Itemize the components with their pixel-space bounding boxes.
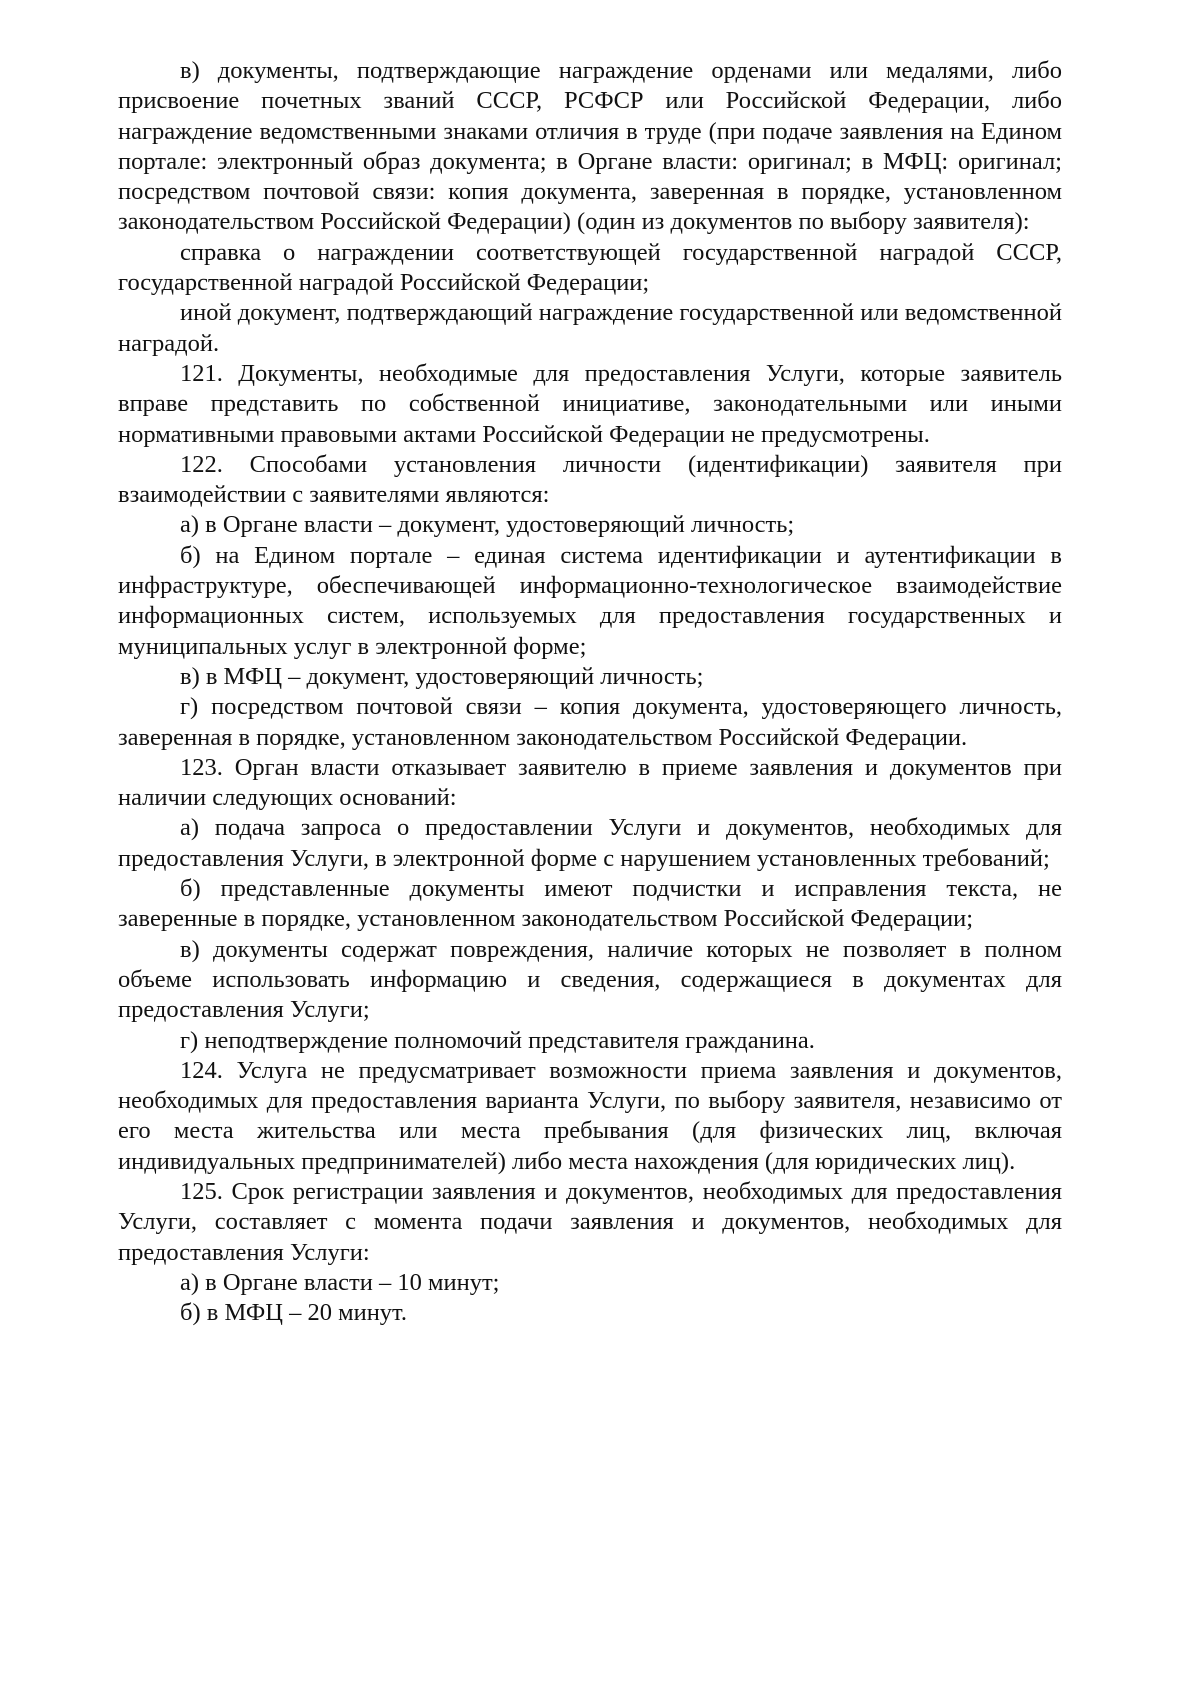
paragraph-125: 125. Срок регистрации заявления и документов, необходимых для предоставления Услуги, составляет с момента подачи заявления и документов, необходимых для предоставления Услуги: [118,1177,1062,1266]
paragraph-122: 122. Способами установления личности (идентификации) заявителя при взаимодействии с заявителями являются: [118,450,1062,509]
paragraph-122-g: г) посредством почтовой связи – копия документа, удостоверяющего личность, заверенная в порядке, установленном законодательством Российской Федерации. [118,693,1062,751]
paragraph-123: 123. Орган власти отказывает заявителю в приеме заявления и документов при наличии следующих оснований: [118,753,1062,812]
paragraph-123-b: б) представленные документы имеют подчистки и исправления текста, не заверенные в порядке, установленном законодательством Российской Федерации; [118,875,1062,933]
paragraph-other-award-document: иной документ, подтверждающий награждение государственной или ведомственной наградой. [118,299,1062,357]
paragraph-122-b: б) на Едином портале – единая система идентификации и аутентификации в инфраструктуре, обеспечивающей информационно-технологическое взаимодействие информационных систем, используемых для предоставления государственных и муниципальных услуг в электронной форме; [118,541,1062,660]
paragraph-125-b: б) в МФЦ – 20 минут. [180,1299,408,1327]
paragraph-121: 121. Документы, необходимые для предоставления Услуги, которые заявитель вправе представить по собственной инициативе, законодательными или иными нормативными правовыми актами Российской Федерации не предусмотрены. [118,359,1062,448]
document-page [118,56,1062,1328]
paragraph-124: 124. Услуга не предусматривает возможности приема заявления и документов, необходимых для предоставления варианта Услуги, по выбору заявителя, независимо от его места жительства или места пребывания (для физических лиц, включая индивидуальных предпринимателей) либо места нахождения (для юридических лиц). [118,1056,1062,1175]
paragraph-125-a: а) в Органе власти – 10 минут; [180,1268,500,1296]
paragraph-123-a: а) подача запроса о предоставлении Услуги и документов, необходимых для предоставления Услуги, в электронной форме с нарушением установленных требований; [118,814,1062,872]
paragraph-documents-awards: в) документы, подтверждающие награждение орденами или медалями, либо присвоение почетных званий СССР, РСФСР или Российской Федерации, либо награждение ведомственными знаками отличия в труде (при подаче заявления на Едином портале: электронный образ документа; в Органе власти: оригинал; в МФЦ: оригинал; посредством почтовой связи: копия документа, заверенная в порядке, установленном законодательством Российской Федерации) (один из документов по выбору заявителя): [118,57,1062,236]
paragraph-award-certificate: справка о награждении соответствующей государственной наградой СССР, государственной наградой Российской Федерации; [118,238,1062,297]
paragraph-123-g: г) неподтверждение полномочий представителя гражданина. [180,1026,815,1054]
paragraph-122-v: в) в МФЦ – документ, удостоверяющий личность; [180,662,704,690]
paragraph-122-a: а) в Органе власти – документ, удостоверяющий личность; [180,511,795,539]
paragraph-123-v: в) документы содержат повреждения, наличие которых не позволяет в полном объеме использовать информацию и сведения, содержащиеся в документах для предоставления Услуги; [118,935,1062,1024]
